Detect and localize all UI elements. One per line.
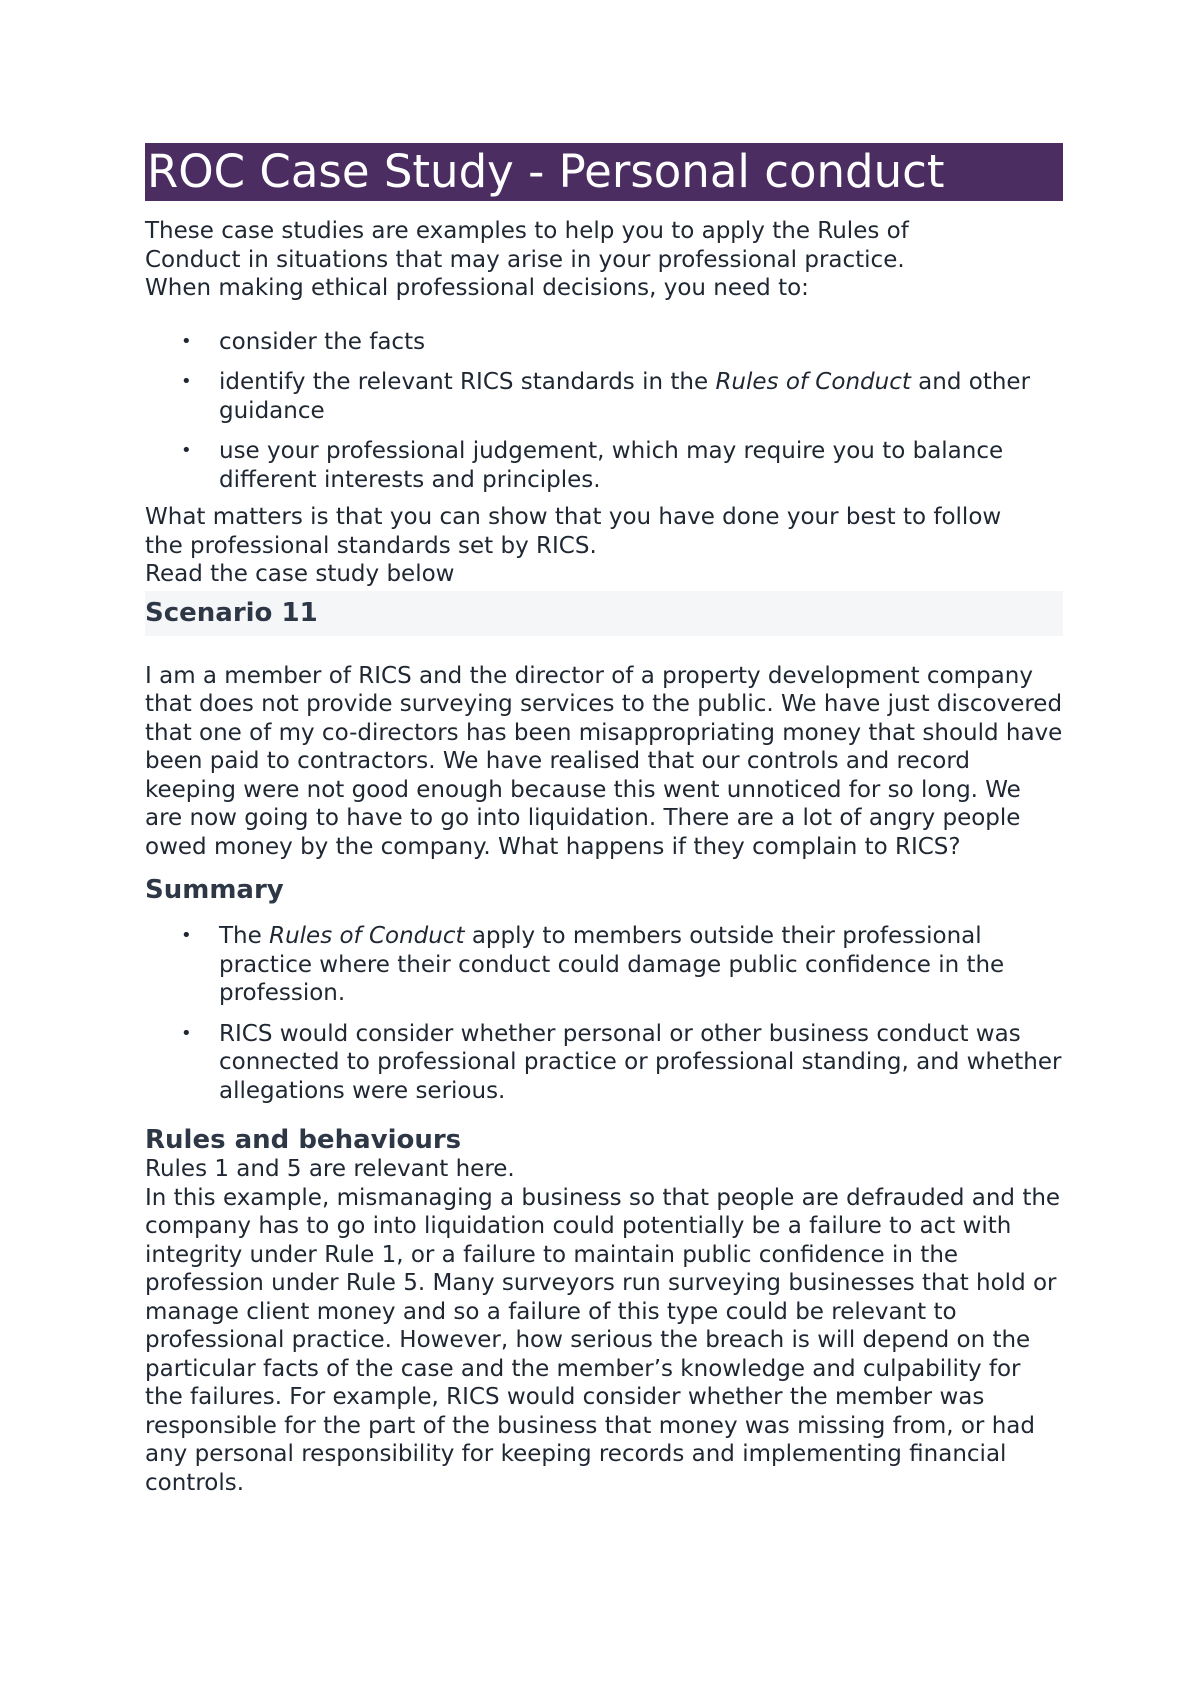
intro-paragraph bbox=[145, 217, 1063, 303]
summary-1-text: The bbox=[219, 923, 270, 949]
intro-line-2: Conduct in situations that may arise in your professional practice. bbox=[145, 246, 905, 273]
list-item bbox=[145, 1020, 1063, 1106]
rules-body: In this example, mismanaging a business so that people are defrauded and the company has to go into liquidation could potentially be a failure to act with integrity under Rule 1, or a failure to maintain public confidence in the profession under Rule 5. Many surveyors run surveying businesses that hold or manage client money and so a failure of this type could be relevant to professional practice. However, how serious the breach is will depend on the particular facts of the case and the member’s knowledge and culpability for the failures. For example, RICS would consider whether the member was responsible for the part of the business that money was missing from, or had any personal responsibility for keeping records and implementing financial controls. bbox=[145, 1184, 1061, 1496]
scenario-heading: Scenario 11 bbox=[145, 598, 318, 628]
document-content bbox=[145, 143, 1063, 1497]
step-2-text: identify the relevant RICS standards in the bbox=[219, 369, 716, 395]
intro-line-1: These case studies are examples to help you to apply the Rules of bbox=[145, 218, 909, 244]
step-1-text: consider the facts bbox=[219, 328, 426, 355]
summary-list bbox=[145, 922, 1063, 1105]
scenario-text: I am a member of RICS and the director of a property development company that does not provide surveying services to the public. We have just discovered that one of my co-directors has been misappropriating money that should have been paid to contractors. We have realised that our controls and record keeping were not good enough because this went unnoticed for so long. We are now going to have to go into liquidation. There are a lot of angry people owed money by the company. What happens if they complain to RICS? bbox=[145, 662, 1063, 860]
closing-line-1: What matters is that you can show that you have done your best to follow bbox=[145, 504, 1002, 530]
list-item bbox=[145, 922, 1063, 1008]
decision-steps-list bbox=[145, 328, 1063, 495]
summary-2-text: RICS would consider whether personal or other business conduct was connected to professional practice or professional standing, and whether allegations were serious. bbox=[219, 1020, 1062, 1104]
rules-heading: Rules and behaviours bbox=[145, 1125, 462, 1155]
rules-paragraph bbox=[145, 1155, 1063, 1497]
rules-line-1: Rules 1 and 5 are relevant here. bbox=[145, 1156, 515, 1182]
list-item bbox=[145, 437, 1063, 494]
step-2-emphasis: Rules of Conduct bbox=[715, 369, 911, 395]
list-item bbox=[145, 328, 1063, 357]
summary-1-text-end: apply to members outside their professional practice where their conduct could damage public confidence in the profession. bbox=[219, 923, 1005, 1006]
closing-paragraph bbox=[145, 503, 1063, 589]
closing-line-2: the professional standards set by RICS. bbox=[145, 532, 597, 559]
summary-heading: Summary bbox=[145, 875, 284, 905]
step-3-text: use your professional judgement, which may require you to balance different interests and principles. bbox=[219, 438, 1004, 493]
intro-line-3: When making ethical professional decisions, you need to: bbox=[145, 275, 809, 301]
scenario-heading-band bbox=[145, 591, 1063, 636]
page-title: ROC Case Study - Personal conduct bbox=[145, 143, 1063, 201]
list-item bbox=[145, 368, 1063, 425]
summary-1-emphasis: Rules of Conduct bbox=[269, 923, 465, 949]
step-2-text-end: and other guidance bbox=[219, 369, 1031, 424]
closing-line-3: Read the case study below bbox=[145, 561, 455, 587]
